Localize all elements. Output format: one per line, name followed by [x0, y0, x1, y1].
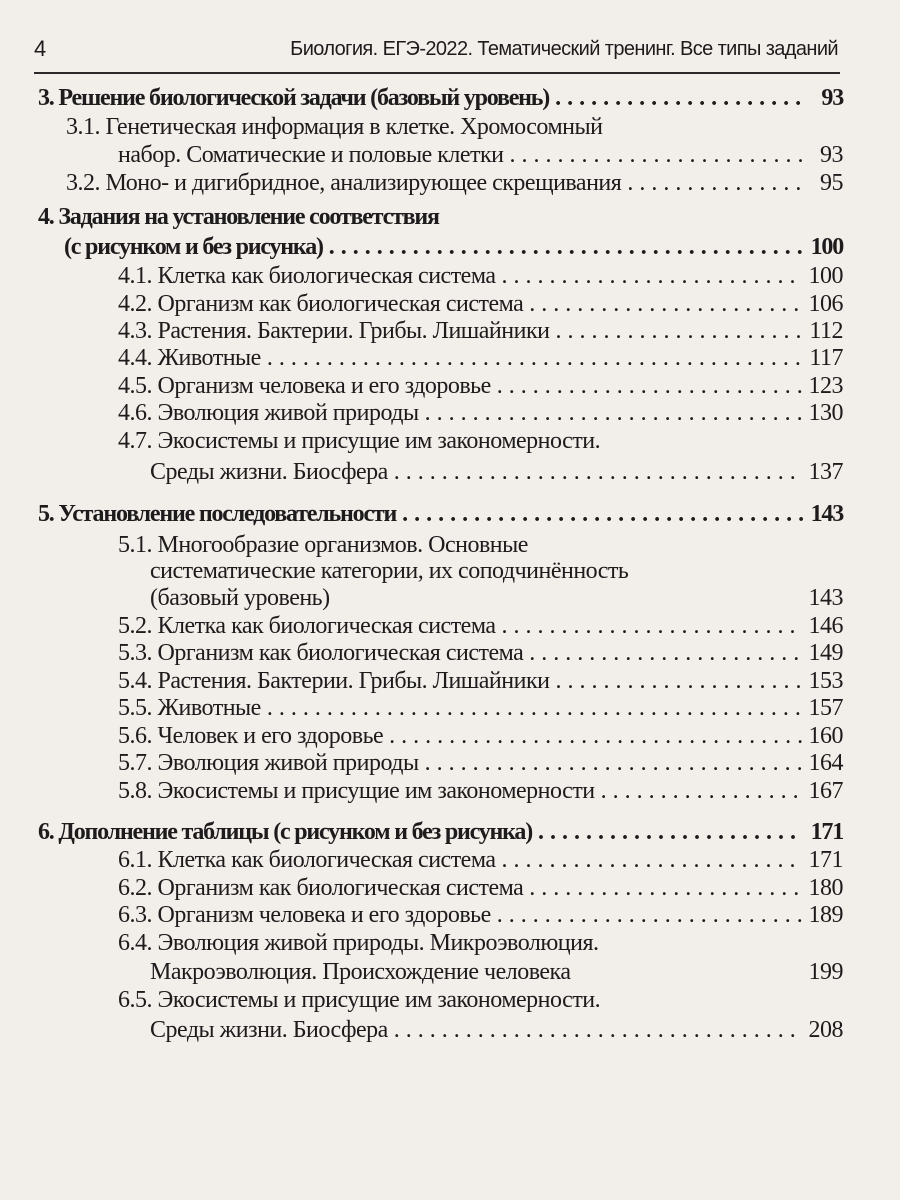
item-title: 4.2. Организм как биологическая система [118, 291, 524, 317]
toc-item [0, 749, 843, 777]
item-title: набор. Соматические и половые клетки [118, 142, 504, 168]
toc-item [0, 874, 843, 902]
item-title: Макроэволюция. Происхождение человека [150, 959, 571, 985]
page-ref: 164 [808, 750, 843, 776]
item-title: 5.4. Растения. Бактерии. Грибы. Лишайники [118, 668, 550, 694]
toc-item [0, 986, 843, 1014]
item-title: 4.5. Организм человека и его здоровье [118, 373, 491, 399]
toc-item [0, 722, 843, 750]
toc-item [0, 694, 843, 722]
item-title: 6.2. Организм как биологическая система [118, 875, 524, 901]
page-ref: 180 [808, 875, 843, 901]
item-title: 5.7. Эволюция живой природы [118, 750, 419, 776]
item-title: 6.3. Организм человека и его здоровье [118, 902, 491, 928]
dot-leader [491, 901, 803, 929]
page-ref: 143 [808, 585, 843, 611]
page-ref: 93 [820, 142, 843, 168]
page-ref: 112 [809, 318, 843, 344]
toc-section-4-cont [0, 233, 843, 261]
dot-leader [419, 749, 803, 777]
section-title: 5. Установление последовательности [38, 501, 397, 527]
item-title: 3.1. Генетическая информация в клетке. Хромосомный [66, 114, 603, 140]
page-ref: 189 [808, 902, 843, 928]
page-ref: 123 [808, 373, 843, 399]
dot-leader [419, 399, 803, 427]
section-title: (с рисунком и без рисунка) [64, 234, 323, 260]
toc-item-cont [0, 557, 843, 585]
page-ref: 167 [808, 778, 843, 804]
item-title: 4.4. Животные [118, 345, 261, 371]
running-title: Биология. ЕГЭ-2022. Тематический тренинг. Все типы заданий [290, 38, 838, 60]
toc-item-cont [0, 1016, 843, 1044]
toc-section-6 [0, 818, 843, 846]
toc-item [0, 777, 843, 805]
item-title: 5.2. Клетка как биологическая система [118, 613, 496, 639]
page-ref: 149 [808, 640, 843, 666]
item-title: 6.4. Эволюция живой природы. Микроэволюция. [118, 930, 599, 956]
page-ref: 199 [808, 959, 843, 985]
section-title: 4. Задания на установление соответствия [38, 204, 439, 230]
dot-leader [496, 612, 803, 640]
dot-leader [383, 722, 803, 750]
item-title: Среды жизни. Биосфера [150, 459, 388, 485]
dot-leader [549, 667, 803, 695]
dot-leader [523, 874, 803, 902]
toc-item [0, 317, 843, 345]
dot-leader [549, 84, 803, 112]
item-title: 4.3. Растения. Бактерии. Грибы. Лишайники [118, 318, 550, 344]
item-title: (базовый уровень) [150, 585, 330, 611]
dot-leader [323, 233, 803, 261]
toc-item [0, 639, 843, 667]
page-ref: 95 [820, 170, 843, 196]
toc-item [0, 531, 843, 559]
item-title: 5.5. Животные [118, 695, 261, 721]
dot-leader [621, 169, 803, 197]
dot-leader [504, 141, 803, 169]
toc-item [0, 372, 843, 400]
item-title: систематические категории, их соподчинённость [150, 558, 629, 584]
toc-item [0, 612, 843, 640]
item-title: Среды жизни. Биосфера [150, 1017, 388, 1043]
section-title: 3. Решение биологической задачи (базовый уровень) [38, 85, 550, 111]
item-title: 6.5. Экосистемы и присущие им закономерности. [118, 987, 601, 1013]
dot-leader [396, 500, 803, 528]
dot-leader [523, 290, 803, 318]
dot-leader [523, 639, 803, 667]
item-title: 4.6. Эволюция живой природы [118, 400, 419, 426]
toc-item-3-1-cont [0, 141, 843, 169]
dot-leader [532, 818, 803, 846]
page-ref: 171 [808, 847, 843, 873]
item-title: 5.3. Организм как биологическая система [118, 640, 524, 666]
item-title: 5.1. Многообразие организмов. Основные [118, 532, 528, 558]
dot-leader [549, 317, 803, 345]
page-ref: 93 [821, 85, 843, 111]
toc-item [0, 667, 843, 695]
dot-leader [491, 372, 803, 400]
dot-leader [261, 344, 803, 372]
page-ref: 208 [808, 1017, 843, 1043]
toc-item [0, 846, 843, 874]
toc-item [0, 344, 843, 372]
item-title: 4.7. Экосистемы и присущие им закономерности. [118, 428, 601, 454]
toc-item-cont [0, 958, 843, 986]
toc-item [0, 901, 843, 929]
dot-leader [595, 777, 803, 805]
toc-item [0, 929, 843, 957]
page-number: 4 [34, 36, 47, 61]
toc-item-3-2 [0, 169, 843, 197]
toc-item [0, 427, 843, 455]
dot-leader [388, 1016, 803, 1044]
toc-item [0, 399, 843, 427]
toc-item-3-1 [0, 113, 843, 141]
page-ref: 143 [810, 501, 843, 527]
dot-leader [496, 846, 803, 874]
page-ref: 146 [808, 613, 843, 639]
item-title: 5.8. Экосистемы и присущие им закономерности [118, 778, 595, 804]
item-title: 4.1. Клетка как биологическая система [118, 263, 496, 289]
page-ref: 100 [810, 234, 843, 260]
toc-section-5 [0, 500, 843, 528]
toc-section-3 [0, 84, 843, 112]
page-ref: 157 [808, 695, 843, 721]
toc-item-cont [0, 458, 843, 486]
page-ref: 137 [808, 459, 843, 485]
toc-item [0, 262, 843, 290]
toc-section-4 [0, 203, 843, 231]
dot-leader [388, 458, 803, 486]
toc-item-cont [0, 584, 843, 612]
dot-leader [496, 262, 803, 290]
dot-leader [261, 694, 803, 722]
page-ref: 100 [808, 263, 843, 289]
page-ref: 117 [809, 345, 843, 371]
header-rule [34, 72, 840, 74]
page-ref: 153 [808, 668, 843, 694]
toc-item [0, 290, 843, 318]
page-ref: 171 [810, 819, 843, 845]
page-ref: 130 [808, 400, 843, 426]
page-ref: 106 [808, 291, 843, 317]
page-ref: 160 [808, 723, 843, 749]
item-title: 5.6. Человек и его здоровье [118, 723, 384, 749]
section-title: 6. Дополнение таблицы (с рисунком и без рисунка) [38, 819, 533, 845]
item-title: 3.2. Моно- и дигибридное, анализирующее скрещивания [66, 170, 622, 196]
item-title: 6.1. Клетка как биологическая система [118, 847, 496, 873]
